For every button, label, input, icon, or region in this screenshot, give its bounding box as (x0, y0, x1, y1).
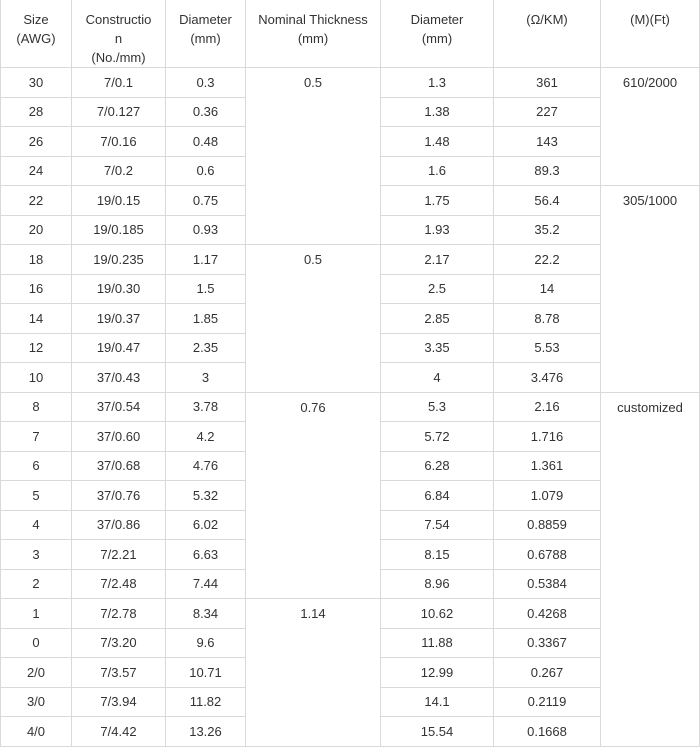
cell-construction: 37/0.68 (72, 451, 166, 481)
cell-construction: 7/0.1 (72, 68, 166, 98)
cell-diameter: 0.48 (166, 127, 246, 157)
header-outer-diameter (381, 0, 494, 68)
cell-construction: 7/2.48 (72, 569, 166, 599)
cell-construction: 37/0.86 (72, 510, 166, 540)
header-length-line1: (M)(Ft) (630, 12, 670, 27)
cell-diameter: 8.34 (166, 599, 246, 629)
cell-diameter: 13.26 (166, 717, 246, 747)
cell-resistance: 89.3 (494, 156, 601, 186)
cell-resistance: 8.78 (494, 304, 601, 334)
cell-diameter: 9.6 (166, 628, 246, 658)
cell-construction: 19/0.47 (72, 333, 166, 363)
cell-outer-diameter: 14.1 (381, 687, 494, 717)
cell-construction: 37/0.43 (72, 363, 166, 393)
cell-outer-diameter: 2.85 (381, 304, 494, 334)
table-row (1, 599, 700, 629)
cell-size: 20 (1, 215, 72, 245)
cell-resistance: 3.476 (494, 363, 601, 393)
header-resistance (494, 0, 601, 68)
cell-construction: 7/2.21 (72, 540, 166, 570)
cell-diameter: 0.6 (166, 156, 246, 186)
header-size (1, 0, 72, 68)
cell-size: 1 (1, 599, 72, 629)
cell-size: 8 (1, 392, 72, 422)
header-construction-line2: n (114, 31, 123, 46)
cell-resistance: 227 (494, 97, 601, 127)
cell-construction: 19/0.37 (72, 304, 166, 334)
cell-construction: 7/4.42 (72, 717, 166, 747)
header-construction (72, 0, 166, 68)
cell-diameter: 0.3 (166, 68, 246, 98)
table-row (1, 68, 700, 98)
cell-construction: 37/0.60 (72, 422, 166, 452)
cell-diameter: 2.35 (166, 333, 246, 363)
cell-resistance: 361 (494, 68, 601, 98)
cell-outer-diameter: 2.17 (381, 245, 494, 275)
header-size-line1: Size (23, 12, 49, 27)
cell-construction: 7/0.16 (72, 127, 166, 157)
header-outer-diameter-line1: Diameter (410, 12, 464, 27)
cell-diameter: 3 (166, 363, 246, 393)
cell-construction: 7/3.94 (72, 687, 166, 717)
header-thickness-line2: (mm) (297, 31, 329, 46)
cell-size: 18 (1, 245, 72, 275)
cell-outer-diameter: 10.62 (381, 599, 494, 629)
cell-size: 10 (1, 363, 72, 393)
cell-size: 16 (1, 274, 72, 304)
cell-diameter: 6.63 (166, 540, 246, 570)
cell-construction: 7/3.20 (72, 628, 166, 658)
cell-resistance: 5.53 (494, 333, 601, 363)
cell-diameter: 7.44 (166, 569, 246, 599)
cell-outer-diameter: 5.3 (381, 392, 494, 422)
cell-construction: 7/0.127 (72, 97, 166, 127)
header-resistance-line1: (Ω/KM) (526, 12, 568, 27)
cell-nominal-thickness: 0.5 (246, 68, 381, 245)
cell-size: 24 (1, 156, 72, 186)
cell-size: 6 (1, 451, 72, 481)
cell-diameter: 4.76 (166, 451, 246, 481)
header-size-line2: (AWG) (16, 31, 56, 46)
cell-resistance: 0.267 (494, 658, 601, 688)
table-row (1, 392, 700, 422)
cell-diameter: 11.82 (166, 687, 246, 717)
cell-resistance: 22.2 (494, 245, 601, 275)
cell-diameter: 6.02 (166, 510, 246, 540)
header-length (601, 0, 700, 68)
header-diameter (166, 0, 246, 68)
cell-resistance: 56.4 (494, 186, 601, 216)
cell-resistance: 0.6788 (494, 540, 601, 570)
cell-size: 7 (1, 422, 72, 452)
cell-construction: 37/0.76 (72, 481, 166, 511)
cell-size: 30 (1, 68, 72, 98)
cell-size: 5 (1, 481, 72, 511)
cell-size: 14 (1, 304, 72, 334)
cell-size: 4 (1, 510, 72, 540)
cell-outer-diameter: 7.54 (381, 510, 494, 540)
cell-outer-diameter: 12.99 (381, 658, 494, 688)
cell-construction: 19/0.185 (72, 215, 166, 245)
cell-diameter: 1.5 (166, 274, 246, 304)
cell-resistance: 0.3367 (494, 628, 601, 658)
cell-outer-diameter: 1.48 (381, 127, 494, 157)
header-nominal-thickness (246, 0, 381, 68)
cell-length: 610/2000 (601, 68, 700, 186)
cell-outer-diameter: 2.5 (381, 274, 494, 304)
cell-size: 28 (1, 97, 72, 127)
cell-resistance: 35.2 (494, 215, 601, 245)
cell-resistance: 0.1668 (494, 717, 601, 747)
cell-resistance: 143 (494, 127, 601, 157)
cell-size: 12 (1, 333, 72, 363)
header-thickness-line1: Nominal Thickness (258, 12, 368, 27)
cell-outer-diameter: 1.75 (381, 186, 494, 216)
cell-outer-diameter: 1.93 (381, 215, 494, 245)
cell-size: 22 (1, 186, 72, 216)
table-body (1, 68, 700, 747)
cell-resistance: 0.2119 (494, 687, 601, 717)
cell-diameter: 1.85 (166, 304, 246, 334)
cell-resistance: 0.4268 (494, 599, 601, 629)
cell-diameter: 1.17 (166, 245, 246, 275)
cell-construction: 7/3.57 (72, 658, 166, 688)
cell-diameter: 0.93 (166, 215, 246, 245)
cell-outer-diameter: 3.35 (381, 333, 494, 363)
cell-outer-diameter: 8.15 (381, 540, 494, 570)
header-outer-diameter-line2: (mm) (421, 31, 453, 46)
cell-size: 2 (1, 569, 72, 599)
cell-resistance: 1.361 (494, 451, 601, 481)
cell-size: 0 (1, 628, 72, 658)
cell-outer-diameter: 6.28 (381, 451, 494, 481)
cell-resistance: 2.16 (494, 392, 601, 422)
cell-resistance: 14 (494, 274, 601, 304)
header-row (1, 0, 700, 68)
cell-outer-diameter: 8.96 (381, 569, 494, 599)
cell-outer-diameter: 1.3 (381, 68, 494, 98)
cell-nominal-thickness: 0.5 (246, 245, 381, 393)
cell-diameter: 3.78 (166, 392, 246, 422)
cell-resistance: 0.5384 (494, 569, 601, 599)
cell-outer-diameter: 15.54 (381, 717, 494, 747)
cell-nominal-thickness: 1.14 (246, 599, 381, 747)
cell-nominal-thickness: 0.76 (246, 392, 381, 599)
table-row (1, 245, 700, 275)
cell-size: 26 (1, 127, 72, 157)
header-diameter-line2: (mm) (190, 31, 221, 46)
cell-resistance: 0.8859 (494, 510, 601, 540)
cell-construction: 37/0.54 (72, 392, 166, 422)
cell-diameter: 5.32 (166, 481, 246, 511)
header-construction-line3: (No./mm) (91, 50, 146, 65)
header-diameter-line1: Diameter (179, 12, 232, 27)
cell-outer-diameter: 1.38 (381, 97, 494, 127)
cell-diameter: 0.75 (166, 186, 246, 216)
cell-construction: 19/0.15 (72, 186, 166, 216)
cell-length: customized (601, 392, 700, 746)
cell-outer-diameter: 4 (381, 363, 494, 393)
cell-diameter: 0.36 (166, 97, 246, 127)
cell-size: 3/0 (1, 687, 72, 717)
cell-outer-diameter: 6.84 (381, 481, 494, 511)
cell-size: 2/0 (1, 658, 72, 688)
cell-diameter: 10.71 (166, 658, 246, 688)
header-construction-line1: Constructio (85, 12, 152, 27)
cell-outer-diameter: 5.72 (381, 422, 494, 452)
cell-construction: 19/0.30 (72, 274, 166, 304)
cell-construction: 19/0.235 (72, 245, 166, 275)
cell-size: 4/0 (1, 717, 72, 747)
cell-construction: 7/0.2 (72, 156, 166, 186)
cell-construction: 7/2.78 (72, 599, 166, 629)
cell-resistance: 1.079 (494, 481, 601, 511)
cell-outer-diameter: 11.88 (381, 628, 494, 658)
cell-diameter: 4.2 (166, 422, 246, 452)
cell-length: 305/1000 (601, 186, 700, 393)
cell-resistance: 1.716 (494, 422, 601, 452)
cell-outer-diameter: 1.6 (381, 156, 494, 186)
cell-size: 3 (1, 540, 72, 570)
